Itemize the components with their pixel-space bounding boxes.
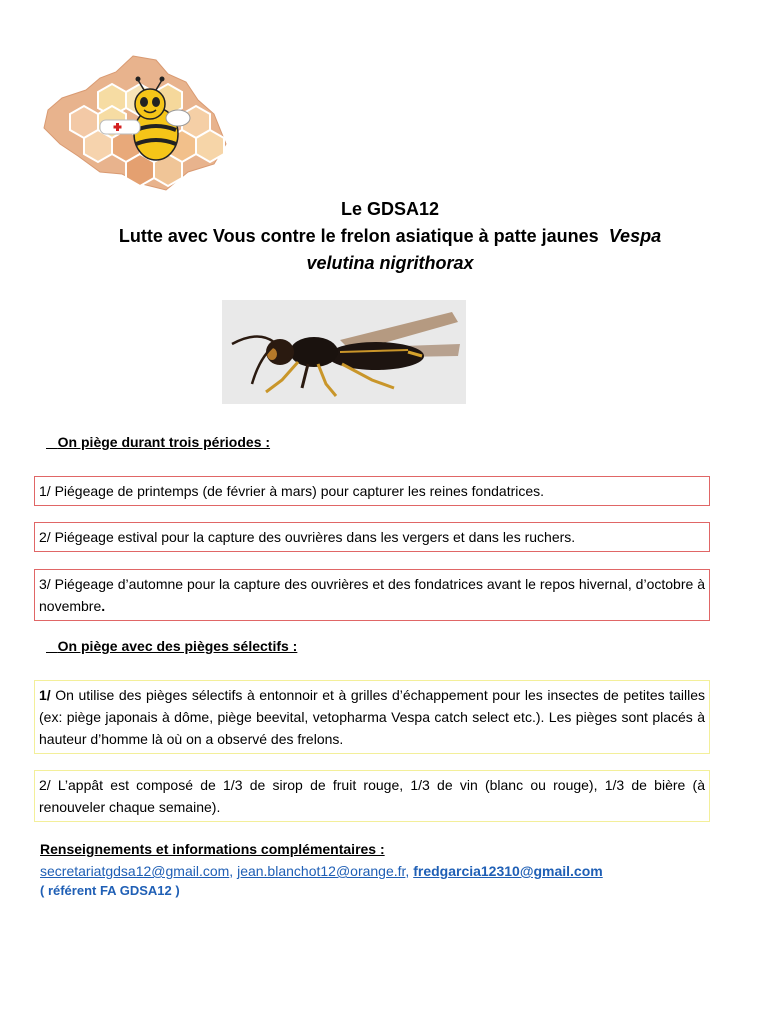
period-item-1: 1/ Piégeage de printemps (de février à mars) pour capturer les reines fondatrices. <box>34 476 710 506</box>
gdsa12-logo <box>38 52 230 194</box>
document-title <box>60 196 720 277</box>
email-link-fredgarcia[interactable]: fredgarcia12310@gmail.com <box>413 863 603 879</box>
trap-item-2: 2/ L’appât est composé de 1/3 de sirop de fruit rouge, 1/3 de vin (blanc ou rouge), 1/3 de bière (à renouveler chaque semaine). <box>34 770 710 822</box>
period-item-3: 3/ Piégeage d’automne pour la capture des ouvrières et des fondatrices avant le repos hivernal, d’octobre à novembre. <box>34 569 710 621</box>
email-link-blanchot[interactable]: jean.blanchot12@orange.fr <box>237 863 406 879</box>
period-item-2: 2/ Piégeage estival pour la capture des ouvrières dans les vergers et dans les ruchers. <box>34 522 710 552</box>
contact-list: secretariatgdsa12@gmail.com, jean.blanchot12@orange.fr, fredgarcia12310@gmail.com ( référent FA GDSA12 ) <box>40 861 603 901</box>
section-heading-selective-traps: On piège avec des pièges sélectifs : <box>57 638 298 654</box>
title-line-3: velutina nigrithorax <box>306 253 474 273</box>
trap-item-1-number: 1/ <box>39 687 51 703</box>
trap-item-1-text: On utilise des pièges sélectifs à entonnoir et à grilles d’échappement pour les insectes de petites tailles (ex: piège japonais à dôme, piège beevital, vetopharma Vespa catch select etc.). Les pièges sont placés à hauteur d’homme là où on a observé des frelons. <box>39 687 705 747</box>
contact-heading: Renseignements et informations complémentaires : <box>40 841 385 857</box>
email-link-secretariat[interactable]: secretariatgdsa12@gmail.com <box>40 863 230 879</box>
trap-item-1 <box>34 680 710 754</box>
title-line-2 <box>60 223 720 250</box>
referent-note: ( référent FA GDSA12 ) <box>40 883 180 898</box>
section-heading-periods: On piège durant trois périodes : <box>57 434 271 450</box>
hornet-photo <box>222 300 466 404</box>
title-line-1: Le GDSA12 <box>340 199 440 219</box>
title-line-2-italic: Vespa <box>608 226 662 246</box>
title-line-2-plain: Lutte avec Vous contre le frelon asiatique à patte jaunes <box>118 226 599 246</box>
